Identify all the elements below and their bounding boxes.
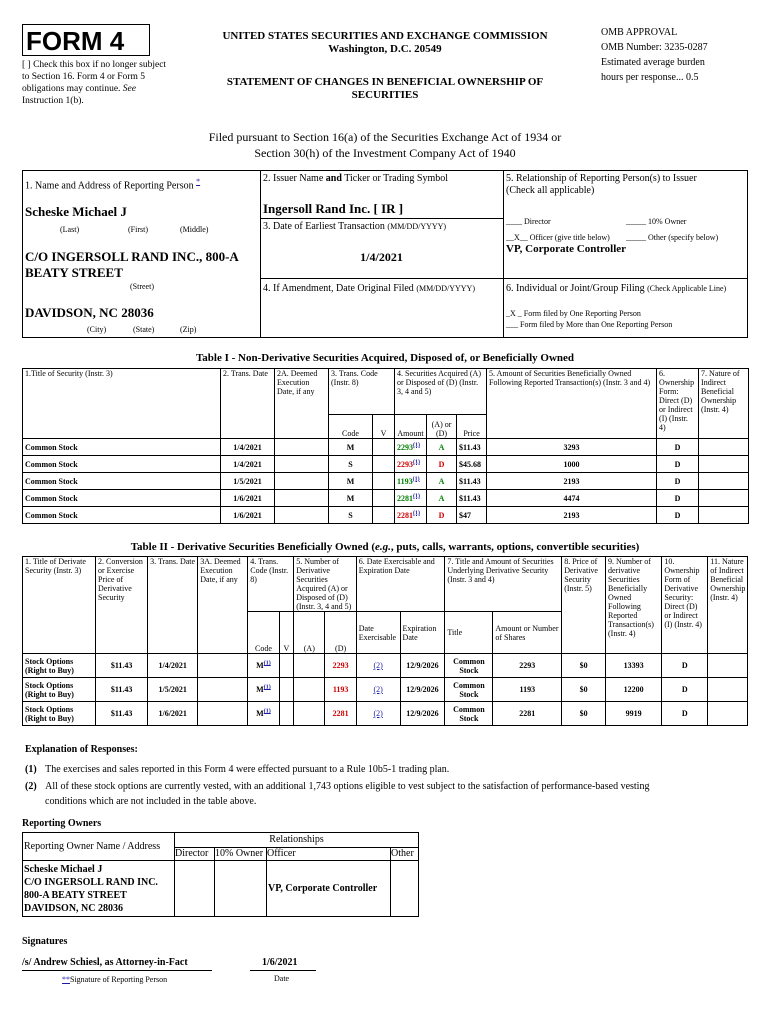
box3-label-text: 3. Date of Earliest Transaction — [263, 221, 385, 232]
box3-label-small: (MM/DD/YYYY) — [387, 222, 447, 231]
owner-officer-cell: VP, Corporate Controller — [267, 861, 391, 917]
t2-footnote-link[interactable]: (1) — [263, 660, 271, 667]
t1-cell-aord: D — [427, 507, 457, 524]
non-derivative-table — [22, 368, 749, 524]
t2-header-deemed: 3A. Deemed Execution Date, if any — [198, 557, 248, 654]
t1-cell-deemed — [275, 456, 329, 473]
t1-cell-form: D — [657, 490, 699, 507]
t2-cell-exer — [356, 702, 400, 726]
t1-cell-form: D — [657, 473, 699, 490]
instruction-ref: Instruction 1(b). — [22, 96, 84, 106]
footnote-1 — [25, 764, 745, 776]
t2-cell-utitle: Common Stock — [445, 654, 493, 678]
t1-cell-deemed — [275, 507, 329, 524]
director-checkbox[interactable]: ____ Director — [506, 217, 551, 226]
t1-cell-v — [373, 473, 395, 490]
box4-label — [263, 283, 475, 295]
t1-cell-nature — [699, 490, 749, 507]
owner-other-cell — [391, 861, 419, 917]
ten-percent-owner-checkbox[interactable]: _____ 10% Owner — [626, 217, 687, 226]
officer-header: Officer — [267, 848, 391, 861]
t1-cell-v — [373, 439, 395, 456]
t1-amount: 2293 — [397, 442, 414, 452]
t2-cell-title: Stock Options (Right to Buy) — [23, 678, 96, 702]
officer-title: VP, Corporate Controller — [506, 243, 627, 255]
t1-cell-deemed — [275, 473, 329, 490]
omb-line1: OMB APPROVAL — [601, 27, 678, 38]
t2-cell-uamount: 2281 — [493, 702, 562, 726]
footnote-1-num: (1) — [25, 764, 37, 775]
omb-approval — [601, 25, 761, 85]
street-line2: BEATY STREET — [25, 265, 123, 280]
agency-name — [176, 30, 594, 56]
agency-line1: UNITED STATES SECURITIES AND EXCHANGE COMMISSION — [222, 30, 548, 42]
t1-cell-code: S — [329, 456, 373, 473]
t1-footnote-link[interactable]: (1) — [413, 492, 421, 499]
t2-header-underlying: 7. Title and Amount of Securities Underlying Derivative Security (Instr. 3 and 4) — [445, 557, 562, 612]
t2-cell-d: 2281 — [325, 702, 356, 726]
label-middle: (Middle) — [180, 225, 209, 234]
t1-row — [23, 473, 749, 490]
reporting-street — [25, 249, 239, 281]
box4-label-small: (MM/DD/YYYY) — [416, 284, 475, 293]
t2-header-exercisable: 6. Date Exercisable and Expiration Date — [356, 557, 445, 612]
t1-header-deemed: 2A. Deemed Execution Date, if any — [275, 369, 329, 439]
street-line1: C/O INGERSOLL RAND INC., 800-A — [25, 249, 239, 264]
t1-cell-title: Common Stock — [23, 439, 221, 456]
t2-cell-v — [279, 678, 294, 702]
t2-sub-a: (A) — [294, 612, 325, 654]
t2-cell-d: 2293 — [325, 654, 356, 678]
t2-exercisable-footnote-link[interactable]: (2) — [373, 685, 383, 694]
t1-amount: 2281 — [397, 510, 414, 520]
t2-cell-a — [294, 702, 325, 726]
t1-cell-date: 1/6/2021 — [221, 507, 275, 524]
owner-director-cell — [175, 861, 215, 917]
relationships-header: Relationships — [175, 833, 419, 848]
filed-line1: Filed pursuant to Section 16(a) of the Securities Exchange Act of 1934 or — [208, 130, 562, 144]
t1-sub-amount: Amount — [395, 415, 427, 439]
t1-cell-nature — [699, 473, 749, 490]
signer-name: /s/ Andrew Schiesl, as Attorney-in-Fact — [22, 957, 188, 968]
t2-cell-nature — [708, 678, 748, 702]
t2-sub-title: Title — [445, 612, 493, 654]
t2-cell-deemed — [198, 702, 248, 726]
t2-cell-title: Stock Options (Right to Buy) — [23, 654, 96, 678]
t2-cell-title: Stock Options (Right to Buy) — [23, 702, 96, 726]
t2-cell-exp: 12/9/2026 — [400, 702, 445, 726]
t2-sub-d: (D) — [325, 612, 356, 654]
owner-line4: DAVIDSON, NC 28036 — [24, 902, 123, 914]
t2-cell-nature — [708, 654, 748, 678]
box5-label-line2: (Check all applicable) — [506, 185, 595, 196]
t1-cell-date: 1/6/2021 — [221, 490, 275, 507]
t1-footnote-link[interactable]: (1) — [413, 509, 421, 516]
t1-footnote-link[interactable]: (1) — [412, 475, 420, 482]
t1-cell-owned: 3293 — [487, 439, 657, 456]
t2-cell-exp: 12/9/2026 — [400, 678, 445, 702]
t2-cell-date: 1/4/2021 — [148, 654, 198, 678]
owner-name-header: Reporting Owner Name / Address — [23, 833, 175, 861]
statement-title — [176, 76, 594, 102]
box4-label-text: 4. If Amendment, Date Original Filed — [263, 283, 414, 294]
t2-header-title: 1. Title of Derivate Security (Instr. 3) — [23, 557, 96, 654]
box2-label-and: and — [325, 173, 342, 184]
agency-line2: Washington, D.C. 20549 — [328, 43, 442, 55]
t2-sub-code: Code — [248, 612, 279, 654]
t1-header-form: 6. Ownership Form: Direct (D) or Indirect (I) (Instr. 4) — [657, 369, 699, 439]
t1-cell-date: 1/4/2021 — [221, 439, 275, 456]
owner-line2: C/O INGERSOLL RAND INC. — [24, 876, 158, 888]
owner-line1: Scheske Michael J — [24, 863, 103, 875]
officer-checkbox[interactable]: __X__ Officer (give title below) — [506, 233, 610, 242]
other-checkbox[interactable]: _____ Other (specify below) — [626, 233, 719, 242]
t1-cell-owned: 1000 — [487, 456, 657, 473]
t2-header-code: 4. Trans. Code (Instr. 8) — [248, 557, 294, 612]
signature-date: 1/6/2021 — [262, 957, 298, 968]
table1-title: Table I - Non-Derivative Securities Acquired, Disposed of, or Beneficially Owned — [195, 352, 575, 364]
t2-cell-code — [248, 654, 279, 678]
reporting-person-name: Scheske Michael J — [25, 204, 127, 219]
t2-cell-form: D — [662, 702, 708, 726]
t1-cell-nature — [699, 507, 749, 524]
t2-footnote-link[interactable]: (1) — [263, 708, 271, 715]
signature-label-text: Signature of Reporting Person — [70, 975, 168, 984]
reporting-owners-table — [22, 832, 419, 917]
t2-cell-nature — [708, 702, 748, 726]
filed-pursuant — [100, 129, 670, 161]
t2-header-dprice: 8. Price of Derivative Security (Instr. 5) — [562, 557, 606, 654]
t2-cell-a — [294, 654, 325, 678]
issuer-name: Ingersoll Rand Inc. [ IR ] — [263, 201, 404, 216]
t2-exercisable-footnote-link[interactable]: (2) — [373, 661, 383, 670]
t1-sub-aord: (A) or (D) — [427, 415, 457, 439]
label-state: (State) — [133, 325, 155, 334]
t1-cell-deemed — [275, 439, 329, 456]
t2-exercisable-footnote-link[interactable]: (2) — [373, 709, 383, 718]
t2-cell-owned: 13393 — [606, 654, 662, 678]
reporting-owners-title: Reporting Owners — [22, 818, 102, 829]
label-zip: (Zip) — [180, 325, 197, 334]
t1-cell-amount — [395, 439, 427, 456]
owner-address-cell — [23, 861, 175, 917]
t2-footnote-link[interactable]: (1) — [263, 684, 271, 691]
t1-cell-price: $45.68 — [457, 456, 487, 473]
box3-label — [263, 221, 446, 233]
t2-row — [23, 702, 748, 726]
reporting-city: DAVIDSON, NC 28036 — [25, 305, 154, 320]
t2-row — [23, 678, 748, 702]
filed-line2: Section 30(h) of the Investment Company Act of 1940 — [254, 146, 516, 160]
t1-cell-deemed — [275, 490, 329, 507]
t1-sub-v: V — [373, 415, 395, 439]
form-title: FORM 4 — [26, 26, 125, 56]
box6-label-small: (Check Applicable Line) — [647, 284, 727, 293]
ten-owner-header: 10% Owner — [215, 848, 267, 861]
statement-line1: STATEMENT OF CHANGES IN BENEFICIAL OWNERSHIP OF — [226, 76, 544, 88]
signature-label — [62, 975, 167, 984]
derivative-table — [22, 556, 748, 726]
date-label: Date — [274, 974, 290, 983]
t1-cell-amount — [395, 473, 427, 490]
t2-header-price: 2. Conversion or Exercise Price of Derivative Security — [96, 557, 148, 654]
t1-row — [23, 507, 749, 524]
box1-label-text: 1. Name and Address of Reporting Person — [25, 180, 194, 192]
t1-footnote-link[interactable]: (1) — [413, 458, 421, 465]
director-header: Director — [175, 848, 215, 861]
statement-line2: SECURITIES — [351, 89, 419, 101]
t2-sub-amount: Amount or Number of Shares — [493, 612, 562, 654]
t1-header-title: 1.Title of Security (Instr. 3) — [23, 369, 221, 439]
t2-sub-exer: Date Exercisable — [356, 612, 400, 654]
t2-cell-exer — [356, 654, 400, 678]
group-filer-option[interactable]: ___ Form filed by More than One Reporting Person — [506, 320, 673, 329]
box1-footnote-link[interactable]: * — [196, 177, 201, 186]
owner-ten-cell — [215, 861, 267, 917]
t1-cell-title: Common Stock — [23, 490, 221, 507]
form-title-box — [22, 24, 150, 56]
t2-header-nature: 11. Nature of Indirect Beneficial Ownership (Instr. 4) — [708, 557, 748, 654]
t1-cell-code: M — [329, 439, 373, 456]
t1-header-securities: 4. Securities Acquired (A) or Disposed of (D) (Instr. 3, 4 and 5) — [395, 369, 487, 415]
t1-cell-owned: 2193 — [487, 473, 657, 490]
footnote-2-line1: All of these stock options are currently vested, with an additional 1,743 options eligible to vest subject to the satisfaction of performance-based vesting — [45, 781, 650, 792]
t2-header-date: 3. Trans. Date — [148, 557, 198, 654]
t1-cell-aord: A — [427, 490, 457, 507]
t2-cell-owned: 9919 — [606, 702, 662, 726]
t1-cell-title: Common Stock — [23, 507, 221, 524]
owner-line3: 800-A BEATY STREET — [24, 889, 127, 901]
t1-header-nature: 7. Nature of Indirect Beneficial Ownership (Instr. 4) — [699, 369, 749, 439]
table2-title-b: , puts, calls, warrants, options, convertible securities) — [390, 541, 640, 553]
t1-cell-aord: D — [427, 456, 457, 473]
t1-cell-price: $11.43 — [457, 439, 487, 456]
t1-cell-amount — [395, 490, 427, 507]
label-first: (First) — [128, 225, 148, 234]
check-box-text[interactable] — [22, 59, 172, 107]
t2-header-owned: 9. Number of derivative Securities Beneficially Owned Following Reported Transaction(s) (Instr. 4) — [606, 557, 662, 654]
t2-cell-price: $11.43 — [96, 678, 148, 702]
t2-code: M — [256, 685, 264, 694]
footnote-2 — [25, 781, 750, 808]
t2-cell-code — [248, 702, 279, 726]
t2-row — [23, 654, 748, 678]
t1-footnote-link[interactable]: (1) — [413, 441, 421, 448]
see-text: See — [122, 84, 136, 94]
t1-cell-v — [373, 490, 395, 507]
box5-label-line1: 5. Relationship of Reporting Person(s) to Issuer — [506, 173, 697, 184]
t1-amount: 1193 — [397, 476, 413, 486]
t1-cell-title: Common Stock — [23, 456, 221, 473]
table2-title-eg: e.g. — [375, 541, 391, 553]
t1-cell-nature — [699, 439, 749, 456]
t2-cell-exer — [356, 678, 400, 702]
t1-row — [23, 490, 749, 507]
t1-header-date: 2. Trans. Date — [221, 369, 275, 439]
t2-cell-uamount: 1193 — [493, 678, 562, 702]
t1-cell-v — [373, 456, 395, 473]
explanation-title-vis: Explanation of Responses: — [25, 744, 138, 755]
box1-label — [25, 177, 200, 192]
t2-cell-exp: 12/9/2026 — [400, 654, 445, 678]
t2-code: M — [256, 661, 264, 670]
footnote-2-num: (2) — [25, 781, 37, 792]
t2-sub-exp: Expiration Date — [400, 612, 445, 654]
t2-cell-price: $11.43 — [96, 702, 148, 726]
t2-cell-a — [294, 678, 325, 702]
t1-cell-owned: 2193 — [487, 507, 657, 524]
t2-cell-dprice: $0 — [562, 678, 606, 702]
t1-cell-v — [373, 507, 395, 524]
table2-title-a: Table II - Derivative Securities Beneficially Owned ( — [130, 541, 376, 553]
t1-cell-date: 1/4/2021 — [221, 456, 275, 473]
t2-code: M — [256, 709, 264, 718]
t1-cell-form: D — [657, 507, 699, 524]
box5-label — [506, 173, 697, 197]
footnote-1-text: The exercises and sales reported in this Form 4 were effected pursuant to a Rule 10b5-1 trading plan. — [45, 764, 450, 775]
t1-sub-price: Price — [457, 415, 487, 439]
t2-header-number: 5. Number of Derivative Securities Acquired (A) or Disposed of (D) (Instr. 3, 4 and 5) — [294, 557, 357, 612]
t2-cell-dprice: $0 — [562, 702, 606, 726]
t1-cell-code: M — [329, 490, 373, 507]
box2-label-a: 2. Issuer Name — [263, 173, 324, 184]
t1-amount: 2281 — [397, 493, 414, 503]
signatures-title: Signatures — [22, 936, 68, 947]
box6-label — [506, 283, 726, 295]
t1-cell-owned: 4474 — [487, 490, 657, 507]
t2-cell-date: 1/6/2021 — [148, 702, 198, 726]
t2-cell-utitle: Common Stock — [445, 702, 493, 726]
t2-cell-owned: 12200 — [606, 678, 662, 702]
t1-cell-amount — [395, 507, 427, 524]
t2-cell-dprice: $0 — [562, 654, 606, 678]
t1-cell-price: $11.43 — [457, 490, 487, 507]
label-street: (Street) — [130, 282, 154, 291]
t2-cell-code — [248, 678, 279, 702]
t2-cell-form: D — [662, 654, 708, 678]
t1-amount: 2293 — [397, 459, 414, 469]
t1-row — [23, 439, 749, 456]
t2-sub-v: V — [279, 612, 294, 654]
t1-cell-aord: A — [427, 473, 457, 490]
t1-header-code: 3. Trans. Code (Instr. 8) — [329, 369, 395, 415]
single-filer-option[interactable]: _X _ Form filed by One Reporting Person — [506, 309, 641, 318]
table2-title — [22, 541, 748, 554]
t2-cell-price: $11.43 — [96, 654, 148, 678]
t1-cell-price: $47 — [457, 507, 487, 524]
t1-cell-price: $11.43 — [457, 473, 487, 490]
omb-line4: hours per response... 0.5 — [601, 72, 699, 83]
t1-cell-code: S — [329, 507, 373, 524]
t1-cell-code: M — [329, 473, 373, 490]
signature-footnote-link[interactable]: ** — [62, 975, 70, 984]
t1-cell-date: 1/5/2021 — [221, 473, 275, 490]
box6-label-text: 6. Individual or Joint/Group Filing — [506, 283, 645, 294]
t1-cell-title: Common Stock — [23, 473, 221, 490]
label-last: (Last) — [60, 225, 80, 234]
t2-cell-uamount: 2293 — [493, 654, 562, 678]
footnote-2-line2: conditions which are not included in the table above. — [45, 796, 257, 807]
box2-label-b: Ticker or Trading Symbol — [344, 173, 449, 184]
t1-cell-nature — [699, 456, 749, 473]
t1-sub-code: Code — [329, 415, 373, 439]
t1-cell-amount — [395, 456, 427, 473]
omb-line2: OMB Number: 3235-0287 — [601, 42, 708, 53]
t1-header-owned: 5. Amount of Securities Beneficially Owned Following Reported Transaction(s) (Instr. 3 and 4) — [487, 369, 657, 439]
t2-cell-v — [279, 654, 294, 678]
omb-line3: Estimated average burden — [601, 57, 705, 68]
t2-cell-utitle: Common Stock — [445, 678, 493, 702]
earliest-transaction-date: 1/4/2021 — [360, 250, 403, 264]
t2-header-form: 10. Ownership Form of Derivative Security: Direct (D) or Indirect (I) (Instr. 4) — [662, 557, 708, 654]
t2-cell-v — [279, 702, 294, 726]
t1-cell-form: D — [657, 439, 699, 456]
t2-cell-date: 1/5/2021 — [148, 678, 198, 702]
t2-cell-deemed — [198, 654, 248, 678]
t2-cell-deemed — [198, 678, 248, 702]
t2-cell-form: D — [662, 678, 708, 702]
label-city: (City) — [87, 325, 107, 334]
t1-row — [23, 456, 749, 473]
t2-cell-d: 1193 — [325, 678, 356, 702]
box2-label — [263, 173, 448, 185]
check-box-label: [ ] Check this box if no longer subject to Section 16. Form 4 or Form 5 obligations may continue. — [22, 60, 167, 94]
t1-cell-form: D — [657, 456, 699, 473]
t1-cell-aord: A — [427, 439, 457, 456]
other-header: Other — [391, 848, 419, 861]
